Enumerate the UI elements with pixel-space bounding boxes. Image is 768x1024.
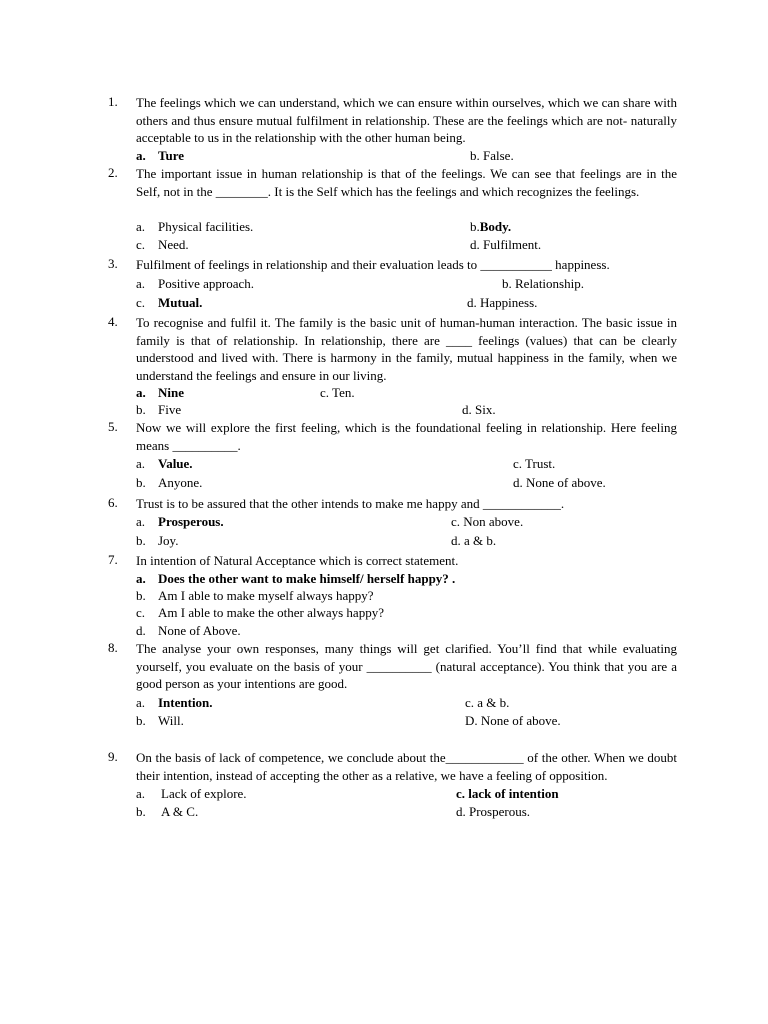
option-a: a. Ture bbox=[136, 148, 185, 163]
option-a: a. Prosperous. bbox=[136, 514, 224, 529]
option-b: b.Body. bbox=[470, 219, 512, 234]
option-b: b. Will. bbox=[136, 713, 184, 728]
option-a: a. Value. bbox=[136, 456, 193, 471]
question-number: 6. bbox=[108, 495, 118, 510]
question-number: 9. bbox=[108, 749, 118, 764]
option-a: a. Positive approach. bbox=[136, 276, 255, 291]
question-number: 7. bbox=[108, 552, 118, 567]
option-c: c. Ten. bbox=[320, 385, 355, 400]
option-c: c. Mutual. bbox=[136, 295, 203, 310]
question-text: To recognise and fulfil it. The family is the basic unit of human-human interaction. The basic issue in family is that of relationship. In relationship, there are ____ feelings (values) that can be clearly understood and lived with. There is harmony in the family, mutual happiness in the family, when we understand the feelings and ensure in our living. bbox=[136, 315, 677, 383]
option-c: c. Need. bbox=[136, 237, 189, 252]
option-b: b. Am I able to make myself always happy? bbox=[136, 588, 374, 603]
option-a: a. Lack of explore. bbox=[136, 786, 247, 801]
option-b: b. Five bbox=[136, 402, 182, 417]
option-c: c. Non above. bbox=[451, 514, 524, 529]
option-d: d. Six. bbox=[462, 402, 496, 417]
option-d: d. Happiness. bbox=[467, 295, 538, 310]
option-a: a. Does the other want to make himself/ herself happy? . bbox=[136, 571, 456, 586]
option-b: b. A & C. bbox=[136, 804, 199, 819]
option-d: D. None of above. bbox=[465, 713, 561, 728]
option-b: b. Anyone. bbox=[136, 475, 203, 490]
question-text: Trust is to be assured that the other intends to make me happy and ____________. bbox=[136, 496, 565, 511]
option-d: d. Prosperous. bbox=[456, 804, 531, 819]
option-d: d. None of Above. bbox=[136, 623, 241, 638]
question-text: On the basis of lack of competence, we conclude about the____________ of the other. When we doubt their intention, instead of accepting the other as a relative, we have a feeling of opposition. bbox=[136, 750, 677, 783]
question-text: Fulfilment of feelings in relationship and their evaluation leads to ___________ happiness. bbox=[136, 257, 610, 272]
option-d: d. a & b. bbox=[451, 533, 497, 548]
option-b: b. False. bbox=[470, 148, 514, 163]
question-text: Now we will explore the first feeling, which is the foundational feeling in relationship. Here feeling means __________. bbox=[136, 420, 677, 453]
option-b: b. Joy. bbox=[136, 533, 179, 548]
option-c: c. a & b. bbox=[465, 695, 510, 710]
option-a: a. Physical facilities. bbox=[136, 219, 254, 234]
question-text: The feelings which we can understand, which we can ensure within ourselves, which we can share with others and thus ensure mutual fulfilment in relationship. These are the feelings which are not- naturally acceptable to us in the relationship with the other human being. bbox=[136, 95, 677, 145]
option-c: c. Am I able to make the other always happy? bbox=[136, 605, 384, 620]
question-number: 5. bbox=[108, 419, 118, 434]
question-number: 8. bbox=[108, 640, 118, 655]
question-text: The important issue in human relationship is that of the feelings. We can see that feelings are in the Self, not in the ________. It is the Self which has the feelings and which recognizes the feelings. bbox=[136, 166, 677, 199]
option-c: c. lack of intention bbox=[456, 786, 559, 801]
question-number: 2. bbox=[108, 165, 118, 180]
question-text: The analyse your own responses, many things will get clarified. You’ll find that while evaluating yourself, you evaluate on the basis of your __________ (natural acceptance). You think that you are a good person as your intentions are good. bbox=[136, 641, 677, 691]
option-d: d. None of above. bbox=[513, 475, 606, 490]
option-a: a. Intention. bbox=[136, 695, 213, 710]
question-text: In intention of Natural Acceptance which is correct statement. bbox=[136, 553, 459, 568]
option-c: c. Trust. bbox=[513, 456, 556, 471]
question-number: 3. bbox=[108, 256, 118, 271]
option-a: a. Nine bbox=[136, 385, 184, 400]
question-number: 4. bbox=[108, 314, 118, 329]
option-b: b. Relationship. bbox=[502, 276, 584, 291]
option-d: d. Fulfilment. bbox=[470, 237, 542, 252]
question-number: 1. bbox=[108, 94, 118, 109]
